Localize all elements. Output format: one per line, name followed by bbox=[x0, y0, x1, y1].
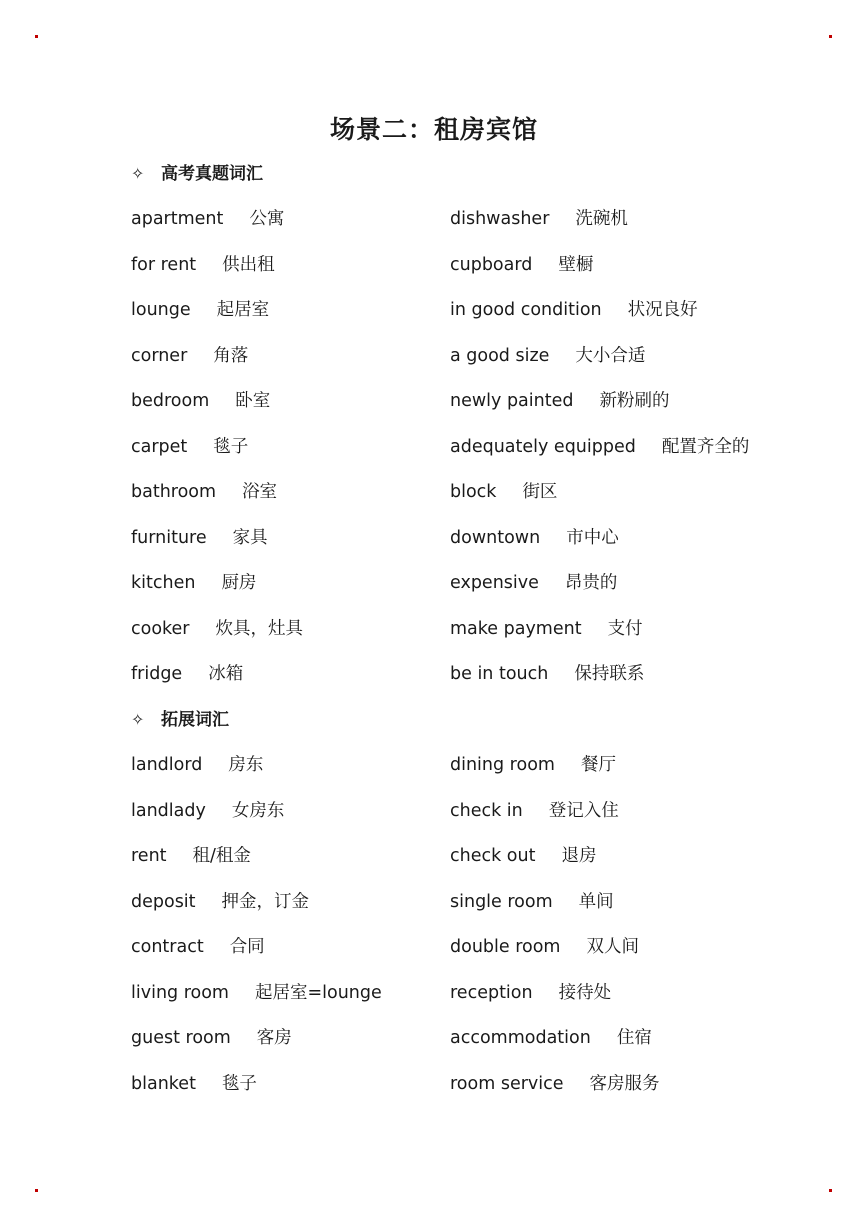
chinese-meaning: 起居室 bbox=[216, 300, 270, 320]
english-term: landlord bbox=[131, 755, 203, 775]
english-term: rent bbox=[131, 846, 167, 866]
vocab-row bbox=[131, 480, 791, 526]
english-term: corner bbox=[131, 345, 188, 366]
chinese-meaning: 公寓 bbox=[249, 209, 285, 229]
vocab-entry bbox=[131, 571, 256, 595]
chinese-meaning: 住宿 bbox=[616, 1028, 652, 1048]
vocab-row bbox=[131, 753, 791, 799]
english-term: a good size bbox=[450, 345, 550, 366]
chinese-meaning: 接待处 bbox=[558, 982, 612, 1003]
chinese-meaning: 单间 bbox=[578, 891, 614, 912]
vocab-entry bbox=[450, 844, 596, 868]
vocab-entry bbox=[131, 617, 303, 641]
vocab-entry bbox=[450, 890, 614, 914]
vocab-entry bbox=[450, 571, 617, 595]
vocab-entry bbox=[131, 207, 284, 231]
vocab-row bbox=[131, 981, 791, 1027]
chinese-meaning: 浴室 bbox=[242, 482, 278, 502]
vocab-entry bbox=[450, 389, 669, 413]
vocab-row bbox=[131, 844, 791, 890]
chinese-meaning: 状况良好 bbox=[627, 300, 698, 320]
vocab-entry bbox=[131, 844, 251, 868]
chinese-meaning: 大小合适 bbox=[575, 345, 646, 366]
vocab-grid-exam bbox=[131, 207, 791, 708]
english-term: blanket bbox=[131, 1073, 196, 1094]
crop-mark-top-right bbox=[829, 35, 832, 38]
vocab-row bbox=[131, 571, 791, 617]
chinese-meaning: 客房 bbox=[256, 1028, 292, 1048]
english-term: lounge bbox=[131, 300, 191, 320]
sparkle-bullet-icon: ✧ bbox=[131, 710, 145, 729]
english-term: accommodation bbox=[450, 1028, 591, 1048]
vocab-grid-extended bbox=[131, 753, 791, 1117]
vocab-row bbox=[131, 799, 791, 845]
english-term: expensive bbox=[450, 573, 539, 593]
vocab-row bbox=[131, 526, 791, 572]
page-title: 场景二：租房宾馆 bbox=[329, 115, 538, 144]
vocab-entry bbox=[450, 617, 643, 641]
vocab-entry bbox=[131, 662, 243, 686]
chinese-meaning: 租/租金 bbox=[192, 846, 251, 866]
vocab-entry bbox=[131, 799, 284, 823]
chinese-meaning: 炊具，灶具 bbox=[215, 618, 304, 639]
section-heading-extended-vocab bbox=[131, 708, 229, 732]
english-term: kitchen bbox=[131, 573, 196, 593]
vocab-entry bbox=[131, 935, 265, 959]
english-term: single room bbox=[450, 891, 553, 912]
vocab-entry bbox=[131, 890, 309, 914]
section-heading-label: 高考真题词汇 bbox=[161, 164, 263, 184]
vocab-row bbox=[131, 253, 791, 299]
chinese-meaning: 登记入住 bbox=[548, 800, 619, 821]
vocab-entry bbox=[450, 480, 557, 504]
vocab-row bbox=[131, 662, 791, 708]
vocab-row bbox=[131, 1026, 791, 1072]
chinese-meaning: 新粉刷的 bbox=[599, 391, 670, 411]
crop-mark-top-left bbox=[35, 35, 38, 38]
english-term: downtown bbox=[450, 527, 541, 548]
vocab-entry bbox=[131, 981, 382, 1005]
english-term: dishwasher bbox=[450, 209, 550, 229]
crop-mark-bottom-left bbox=[35, 1189, 38, 1192]
section-heading-exam-vocab bbox=[131, 162, 263, 186]
chinese-meaning: 厨房 bbox=[221, 573, 257, 593]
english-term: guest room bbox=[131, 1028, 231, 1048]
chinese-meaning: 卧室 bbox=[235, 391, 271, 411]
english-term: for rent bbox=[131, 254, 197, 275]
vocab-entry bbox=[131, 253, 275, 277]
vocab-entry bbox=[450, 799, 619, 823]
chinese-meaning: 合同 bbox=[229, 937, 265, 957]
english-term: bathroom bbox=[131, 482, 217, 502]
chinese-meaning: 街区 bbox=[522, 482, 558, 502]
vocab-entry bbox=[450, 935, 639, 959]
vocab-entry bbox=[450, 1072, 660, 1096]
chinese-meaning: 毯子 bbox=[213, 436, 249, 457]
chinese-meaning: 女房东 bbox=[231, 800, 285, 821]
chinese-meaning: 退房 bbox=[561, 846, 597, 866]
chinese-meaning: 配置齐全的 bbox=[661, 436, 750, 457]
vocab-row bbox=[131, 890, 791, 936]
english-term: furniture bbox=[131, 527, 207, 548]
vocab-row bbox=[131, 344, 791, 390]
vocab-entry bbox=[131, 526, 268, 550]
chinese-meaning: 角落 bbox=[213, 345, 249, 366]
chinese-meaning: 家具 bbox=[232, 527, 268, 548]
english-term: cooker bbox=[131, 618, 190, 639]
english-term: reception bbox=[450, 982, 533, 1003]
section-heading-label: 拓展词汇 bbox=[161, 710, 229, 730]
english-term: cupboard bbox=[450, 254, 533, 275]
english-term: in good condition bbox=[450, 300, 602, 320]
chinese-meaning: 房东 bbox=[228, 755, 264, 775]
vocab-entry bbox=[450, 435, 749, 459]
english-term: landlady bbox=[131, 800, 206, 821]
english-term: be in touch bbox=[450, 664, 549, 684]
sparkle-bullet-icon: ✧ bbox=[131, 164, 145, 183]
vocab-row bbox=[131, 435, 791, 481]
english-term: carpet bbox=[131, 436, 188, 457]
chinese-meaning: 保持联系 bbox=[574, 664, 645, 684]
english-term: apartment bbox=[131, 209, 224, 229]
vocab-row bbox=[131, 617, 791, 663]
vocab-entry bbox=[450, 344, 645, 368]
english-term: check out bbox=[450, 846, 536, 866]
vocab-row bbox=[131, 298, 791, 344]
chinese-meaning: 冰箱 bbox=[208, 664, 244, 684]
vocab-entry bbox=[131, 344, 248, 368]
vocab-row bbox=[131, 389, 791, 435]
vocab-entry bbox=[131, 435, 248, 459]
chinese-meaning: 押金，订金 bbox=[221, 891, 310, 912]
chinese-meaning: 餐厅 bbox=[580, 755, 616, 775]
vocab-entry bbox=[131, 298, 269, 322]
vocab-entry bbox=[131, 753, 263, 777]
chinese-meaning: 客房服务 bbox=[589, 1073, 660, 1094]
vocab-row bbox=[131, 1072, 791, 1118]
vocab-entry bbox=[131, 1026, 292, 1050]
english-term: room service bbox=[450, 1073, 564, 1094]
english-term: dining room bbox=[450, 755, 555, 775]
english-term: make payment bbox=[450, 618, 582, 639]
vocab-row bbox=[131, 935, 791, 981]
vocab-entry bbox=[450, 526, 619, 550]
chinese-meaning: 壁橱 bbox=[558, 254, 594, 275]
chinese-meaning: 毯子 bbox=[221, 1073, 257, 1094]
vocab-entry bbox=[450, 207, 628, 231]
english-term: contract bbox=[131, 937, 204, 957]
vocab-entry bbox=[131, 389, 270, 413]
vocab-entry bbox=[131, 480, 277, 504]
english-term: check in bbox=[450, 800, 523, 821]
vocab-entry bbox=[450, 1026, 652, 1050]
vocab-entry bbox=[450, 753, 616, 777]
english-term: bedroom bbox=[131, 391, 210, 411]
vocab-entry bbox=[450, 662, 644, 686]
chinese-meaning: 昂贵的 bbox=[564, 573, 618, 593]
english-term: deposit bbox=[131, 891, 196, 912]
english-term: double room bbox=[450, 937, 561, 957]
english-term: living room bbox=[131, 982, 229, 1003]
english-term: fridge bbox=[131, 664, 183, 684]
chinese-meaning: 起居室=lounge bbox=[254, 982, 382, 1003]
chinese-meaning: 支付 bbox=[607, 618, 643, 639]
vocab-entry bbox=[450, 981, 611, 1005]
vocab-entry bbox=[450, 253, 593, 277]
vocab-entry bbox=[131, 1072, 257, 1096]
chinese-meaning: 双人间 bbox=[586, 937, 639, 957]
vocab-row bbox=[131, 207, 791, 253]
chinese-meaning: 市中心 bbox=[566, 527, 619, 548]
vocab-entry bbox=[450, 298, 698, 322]
english-term: adequately equipped bbox=[450, 436, 636, 457]
crop-mark-bottom-right bbox=[829, 1189, 832, 1192]
chinese-meaning: 洗碗机 bbox=[575, 209, 628, 229]
chinese-meaning: 供出租 bbox=[222, 254, 275, 275]
english-term: newly painted bbox=[450, 391, 574, 411]
english-term: block bbox=[450, 482, 497, 502]
